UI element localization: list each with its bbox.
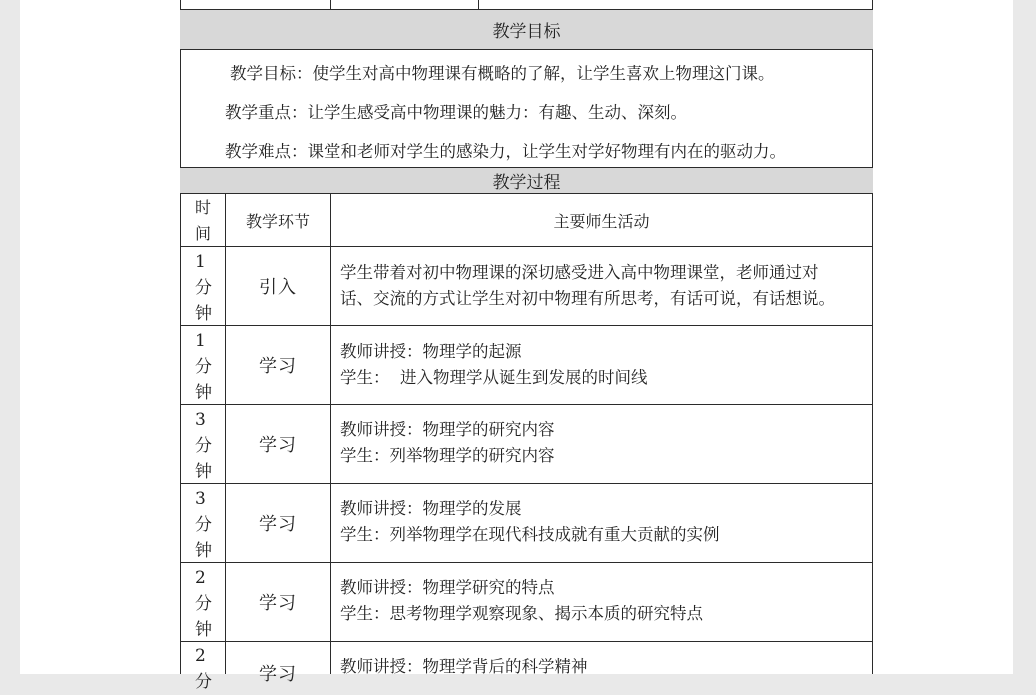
row-stage: 学习: [259, 664, 297, 685]
time-column-header: 时 间: [195, 198, 212, 243]
row-border: [180, 49, 873, 50]
row-activities: 学生带着对初中物理课的深切感受进入高中物理课堂，老师通过对 话、交流的方式让学生对初中物理有所思考，有话可说，有话想说。: [340, 263, 835, 308]
stage-column-header: 教学环节: [245, 211, 310, 231]
activities-column-header: 主要师生活动: [553, 211, 650, 231]
row-time: 2 分: [195, 646, 212, 692]
row-stage: 引入: [259, 277, 297, 298]
row-stage: 学习: [259, 593, 297, 614]
row-border: [180, 641, 873, 642]
row-activities: 教师讲授：物理学的研究内容 学生：列举物理学的研究内容: [340, 420, 555, 465]
table-border-right: [872, 0, 873, 674]
teaching-goal-text: 教学目标：使学生对高中物理课有概略的了解，让学生喜欢上物理这门课。: [230, 64, 775, 83]
document-page: [20, 0, 1013, 692]
row-time: 1 分 钟: [195, 252, 212, 324]
row-activities: 教师讲授：物理学的发展 学生：列举物理学在现代科技成就有重大贡献的实例: [340, 499, 720, 544]
row-stage: 学习: [259, 435, 297, 456]
row-time: 2 分 钟: [195, 568, 212, 640]
row-stage: 学习: [259, 356, 297, 377]
row-activities: 教师讲授：物理学研究的特点 学生：思考物理学观察现象、揭示本质的研究特点: [340, 578, 703, 623]
row-stage: 学习: [259, 514, 297, 535]
teaching-difficulty-text: 教学难点：课堂和老师对学生的感染力，让学生对学好物理有内在的驱动力。: [225, 142, 786, 161]
goals-section-header: [180, 10, 873, 49]
teaching-key-point-text: 教学重点：让学生感受高中物理课的魅力：有趣、生动、深刻。: [225, 103, 687, 122]
process-section-title: 教学过程: [492, 173, 561, 193]
process-section-header: [180, 168, 873, 193]
row-activities: 教师讲授：物理学背后的科学精神: [340, 657, 588, 676]
goals-section-title: 教学目标: [492, 22, 561, 42]
row-activities: 教师讲授：物理学的起源 学生： 进入物理学从诞生到发展的时间线: [340, 342, 648, 387]
row-time: 3 分 钟: [195, 410, 212, 482]
row-time: 1 分 钟: [195, 331, 212, 403]
column-divider: [330, 194, 331, 674]
row-time: 3 分 钟: [195, 489, 212, 561]
